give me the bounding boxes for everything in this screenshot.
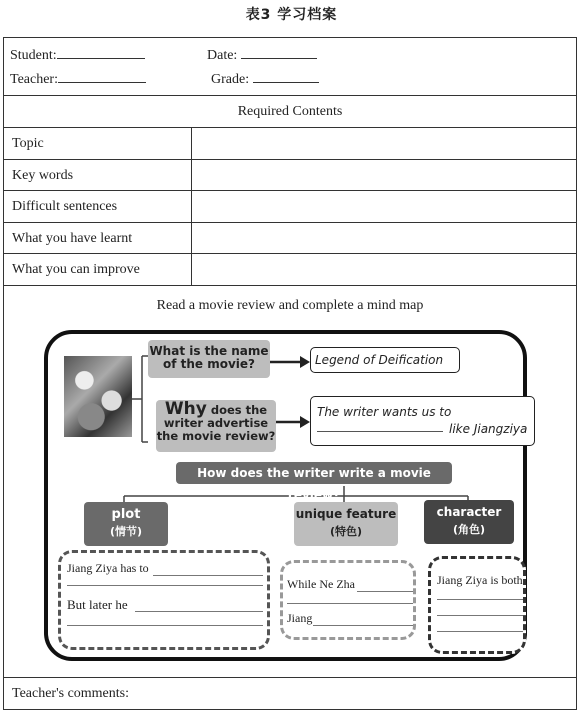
grade-label: Grade: bbox=[211, 72, 250, 87]
movie-name-question: What is the name of the movie? bbox=[148, 340, 270, 378]
row-label: Key words bbox=[12, 167, 74, 183]
character-blank-3[interactable] bbox=[437, 631, 523, 632]
mind-map-instruction: Read a movie review and complete a mind map bbox=[156, 298, 424, 313]
unique-feature-label: unique feature bbox=[295, 507, 397, 521]
unique-text-1: While Ne Zha bbox=[287, 577, 355, 591]
character-answer-box[interactable] bbox=[428, 556, 526, 654]
unique-feature-cn-label: (特色) bbox=[329, 525, 363, 538]
plot-blank-1[interactable] bbox=[153, 575, 263, 576]
unique-feature-answer-box[interactable] bbox=[280, 560, 416, 640]
plot-blank-2[interactable] bbox=[67, 585, 263, 586]
unique-blank-3[interactable] bbox=[313, 625, 413, 626]
info-section bbox=[4, 38, 576, 96]
plot-text-2: But later he bbox=[67, 597, 128, 612]
character-cn-label: (角色) bbox=[452, 523, 486, 536]
character-box bbox=[424, 500, 514, 544]
row-label: Topic bbox=[12, 136, 44, 151]
movie-name-answer: Legend of Deification bbox=[310, 347, 460, 373]
column-divider bbox=[191, 128, 192, 159]
character-blank-1[interactable] bbox=[437, 599, 523, 600]
plot-blank-3[interactable] bbox=[135, 611, 263, 612]
advertise-question bbox=[156, 400, 276, 452]
teacher-blank[interactable] bbox=[58, 70, 146, 83]
grade-blank[interactable] bbox=[253, 70, 319, 83]
unique-blank-2[interactable] bbox=[287, 603, 413, 604]
how-question: How does the writer write a movie review? bbox=[176, 462, 452, 484]
character-blank-2[interactable] bbox=[437, 615, 523, 616]
advertise-answer bbox=[310, 396, 535, 446]
plot-blank-4[interactable] bbox=[67, 625, 263, 626]
teacher-comments-label: Teacher's comments: bbox=[12, 686, 129, 701]
mind-map-section bbox=[4, 286, 576, 678]
row-label: What you can improve bbox=[12, 262, 140, 277]
plot-answer-box[interactable] bbox=[58, 550, 270, 650]
character-text-1: Jiang Ziya is both bbox=[437, 573, 523, 587]
teacher-label: Teacher: bbox=[10, 72, 58, 87]
plot-label: plot bbox=[111, 507, 141, 522]
grade-field bbox=[211, 70, 319, 88]
movie-poster-image bbox=[64, 356, 132, 437]
table-row bbox=[4, 128, 576, 160]
unique-blank-1[interactable] bbox=[357, 591, 413, 592]
student-field bbox=[10, 46, 145, 64]
table-row bbox=[4, 254, 576, 286]
table-row bbox=[4, 223, 576, 255]
learning-record-sheet bbox=[3, 37, 577, 710]
column-divider bbox=[191, 254, 192, 285]
student-blank[interactable] bbox=[57, 46, 145, 59]
answer-blank[interactable] bbox=[317, 431, 443, 432]
answer-line-1: The writer wants us to bbox=[317, 405, 452, 419]
date-field bbox=[207, 46, 317, 64]
plot-text-1: Jiang Ziya has to bbox=[67, 561, 149, 575]
character-label: character bbox=[436, 505, 502, 519]
answer-line-2: like Jiangziya bbox=[449, 422, 528, 436]
column-divider bbox=[191, 191, 192, 222]
date-label: Date: bbox=[207, 48, 238, 63]
column-divider bbox=[191, 223, 192, 254]
teacher-comments-row[interactable] bbox=[4, 678, 576, 711]
required-contents-header: Required Contents bbox=[4, 96, 576, 128]
table-row bbox=[4, 191, 576, 223]
unique-text-2: Jiang bbox=[287, 611, 313, 625]
teacher-field bbox=[10, 70, 146, 88]
student-label: Student: bbox=[10, 48, 57, 63]
why-word: Why bbox=[164, 399, 207, 419]
table-caption: 表3 学习档案 bbox=[245, 7, 338, 23]
date-blank[interactable] bbox=[241, 46, 317, 59]
plot-box bbox=[84, 502, 168, 546]
mind-map bbox=[44, 330, 527, 661]
row-label: Difficult sentences bbox=[12, 199, 118, 214]
row-label: What you have learnt bbox=[12, 230, 133, 246]
column-divider bbox=[191, 160, 192, 191]
advertise-question-text: does the writer advertise the movie review? bbox=[156, 403, 276, 443]
plot-cn-label: (情节) bbox=[109, 525, 143, 538]
table-row bbox=[4, 160, 576, 192]
unique-feature-box bbox=[294, 502, 398, 546]
